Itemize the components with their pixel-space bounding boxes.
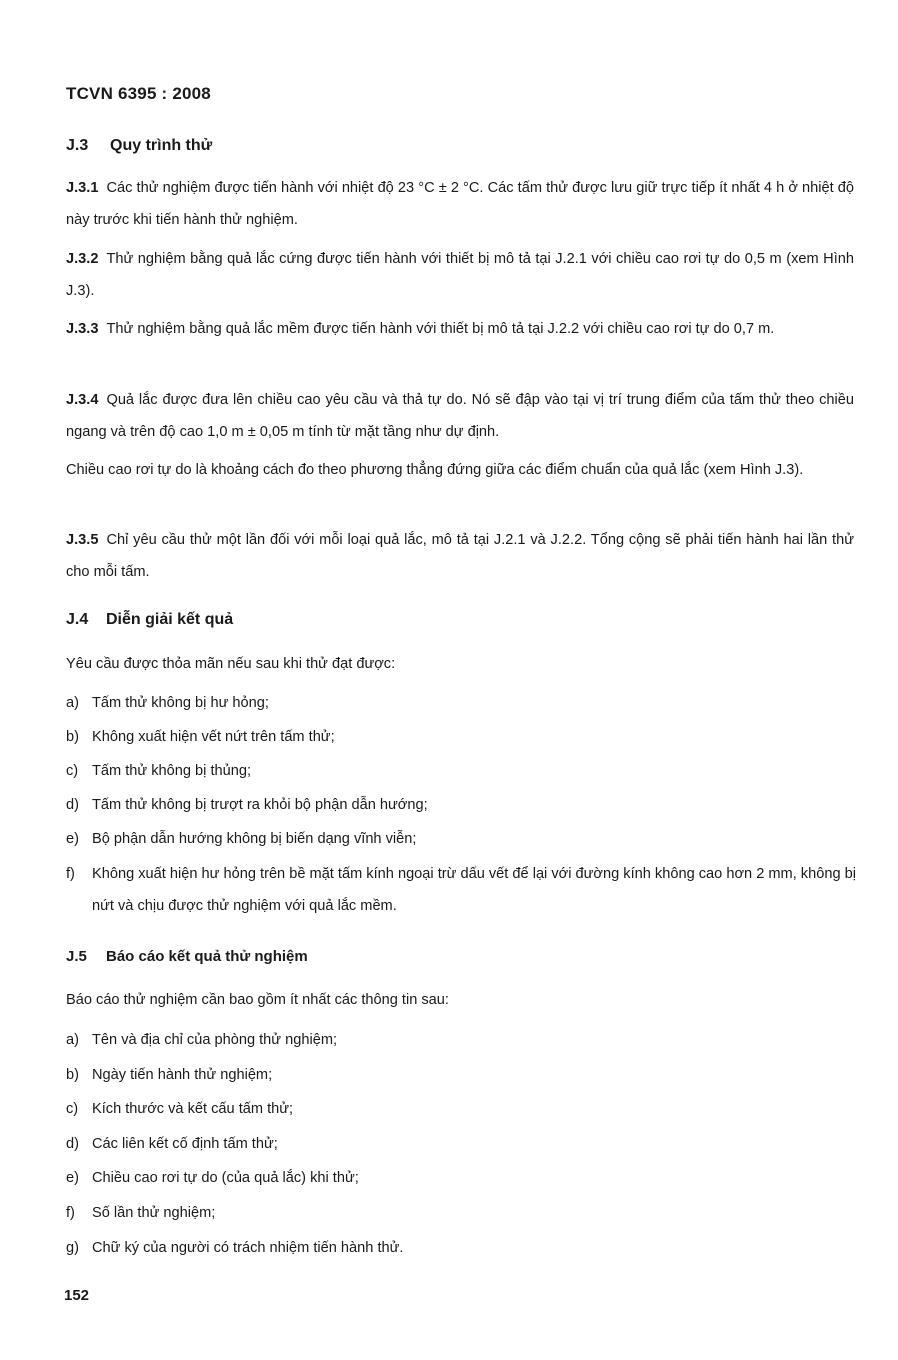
list-item-text: Các liên kết cố định tấm thử; <box>92 1135 278 1152</box>
section-heading-j4 <box>66 611 233 629</box>
list-item <box>66 693 856 727</box>
list-marker: b) <box>66 729 79 745</box>
list-marker: a) <box>66 695 79 711</box>
list-marker: e) <box>66 1170 79 1187</box>
list-item-text: Ngày tiến hành thử nghiệm; <box>92 1066 273 1083</box>
section-number: J.4 <box>66 611 89 628</box>
list-item-text: Không xuất hiện vết nứt trên tấm thử; <box>92 729 335 745</box>
list-item-text: Tấm thử không bị trượt ra khỏi bộ phận dẫn hướng; <box>92 797 428 813</box>
list-item-text: Kích thước và kết cấu tấm thử; <box>92 1101 294 1118</box>
list-item <box>66 858 856 922</box>
document-header: TCVN 6395 : 2008 <box>66 84 211 103</box>
report-contents-list <box>66 1030 856 1272</box>
paragraph-j3-4-continued: Chiều cao rơi tự do là khoảng cách đo theo phương thẳng đứng giữa các điểm chuẩn của quả lắc (xem Hình J.3). <box>66 462 804 478</box>
paragraph-j3-4 <box>66 384 854 448</box>
clause-text: Thử nghiệm bằng quả lắc cứng được tiến hành với thiết bị mô tả tại J.2.1 với chiều cao rơi tự do 0,5 m (xem Hình J.3). <box>66 251 854 299</box>
list-marker: f) <box>66 1204 75 1221</box>
clause-text: Các thử nghiệm được tiến hành với nhiệt độ 23 °C ± 2 °C. Các tấm thử được lưu giữ trực tiếp ít nhất 4 h ở nhiệt độ này trước khi tiến hành thử nghiệm. <box>66 180 854 228</box>
list-item <box>66 1099 856 1134</box>
list-marker: f) <box>66 866 75 882</box>
page-number: 152 <box>64 1287 90 1304</box>
list-marker: g) <box>66 1239 79 1256</box>
section-number: J.5 <box>66 948 87 965</box>
list-marker: c) <box>66 1101 79 1118</box>
list-item-text: Số lần thử nghiệm; <box>92 1204 216 1221</box>
list-item <box>66 1203 856 1238</box>
section-heading-j5 <box>66 948 308 965</box>
section-number: J.3 <box>66 137 89 154</box>
list-item <box>66 1065 856 1100</box>
list-marker: d) <box>66 797 79 813</box>
list-marker: e) <box>66 831 79 847</box>
clause-number: J.3.4 <box>66 392 99 408</box>
list-marker: c) <box>66 763 79 779</box>
section-title: Diễn giải kết quả <box>106 611 234 628</box>
clause-number: J.3.5 <box>66 532 99 548</box>
paragraph-j3-2 <box>66 243 854 307</box>
list-item-text: Chiều cao rơi tự do (của quả lắc) khi thử; <box>92 1170 359 1187</box>
list-item-text: Không xuất hiện hư hỏng trên bề mặt tấm kính ngoại trừ dấu vết để lại với đường kính không cao hơn 2 mm, không bị nứt và chịu được thử nghiệm với quả lắc mềm. <box>92 866 856 914</box>
list-marker: d) <box>66 1135 79 1152</box>
requirements-list <box>66 693 856 863</box>
clause-number: J.3.3 <box>66 321 99 337</box>
section-intro-j4: Yêu cầu được thỏa mãn nếu sau khi thử đạt được: <box>66 656 396 672</box>
clause-number: J.3.1 <box>66 180 99 196</box>
clause-text: Chỉ yêu cầu thử một lần đối với mỗi loại quả lắc, mô tả tại J.2.1 và J.2.2. Tổng cộng sẽ phải tiến hành hai lần thử cho mỗi tấm. <box>66 532 854 580</box>
section-heading-j3 <box>66 137 212 155</box>
list-item-text: Tấm thử không bị hư hỏng; <box>92 695 269 711</box>
list-item-text: Chữ ký của người có trách nhiệm tiến hành thử. <box>92 1239 404 1256</box>
list-item <box>66 795 856 829</box>
list-item-text: Tấm thử không bị thủng; <box>92 763 252 779</box>
list-item <box>66 1238 856 1273</box>
section-title: Quy trình thử <box>110 137 213 154</box>
list-item <box>66 727 856 761</box>
list-item <box>66 1030 856 1065</box>
requirements-list-last <box>66 858 856 922</box>
list-marker: a) <box>66 1032 79 1048</box>
clause-number: J.3.2 <box>66 251 99 267</box>
list-item-text: Bộ phận dẫn hướng không bị biến dạng vĩnh viễn; <box>92 831 417 847</box>
list-item <box>66 761 856 795</box>
list-item-text: Tên và địa chỉ của phòng thử nghiệm; <box>92 1032 338 1048</box>
clause-text: Thử nghiệm bằng quả lắc mềm được tiến hành với thiết bị mô tả tại J.2.2 với chiều cao rơi tự do 0,7 m. <box>106 321 775 337</box>
list-item <box>66 1134 856 1169</box>
paragraph-j3-3 <box>66 313 854 345</box>
paragraph-j3-5 <box>66 524 854 588</box>
list-marker: b) <box>66 1066 79 1083</box>
clause-text: Quả lắc được đưa lên chiều cao yêu cầu và thả tự do. Nó sẽ đập vào tại vị trí trung điểm của tấm thử theo chiều ngang và trên độ cao 1,0 m ± 0,05 m tính từ mặt tầng như dự định. <box>66 392 854 440</box>
section-intro-j5: Báo cáo thử nghiệm cần bao gồm ít nhất các thông tin sau: <box>66 992 449 1008</box>
paragraph-j3-1 <box>66 172 854 236</box>
list-item <box>66 1168 856 1203</box>
section-title: Báo cáo kết quả thử nghiệm <box>106 948 308 965</box>
